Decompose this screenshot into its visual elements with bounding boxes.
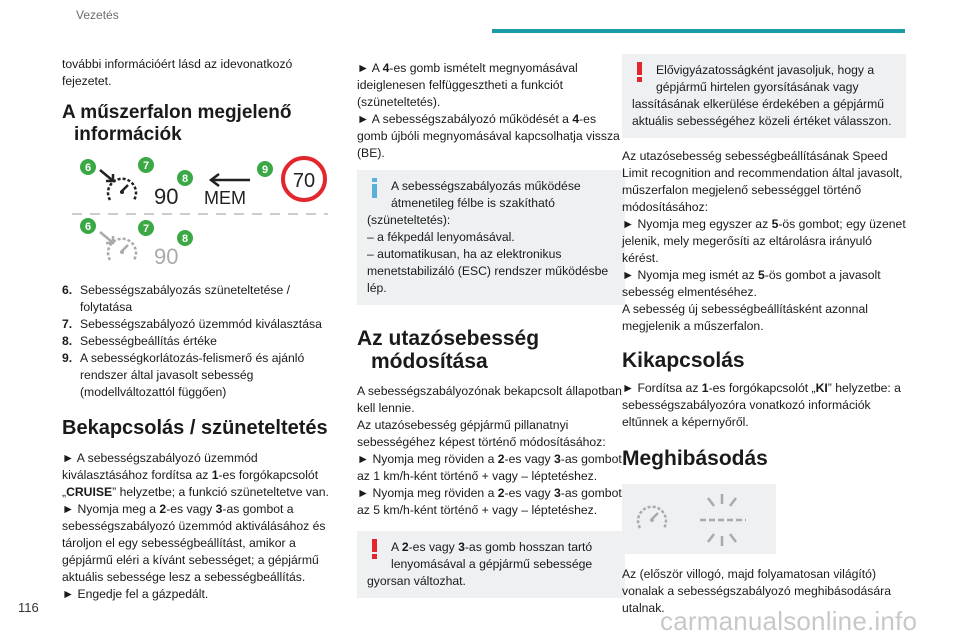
badge-8-top-label: 8	[181, 173, 189, 185]
paragraph-change-intro: Az utazósebesség gépjármű pillanatnyi sebességéhez képest történő módosításához:	[357, 418, 606, 449]
precaution-line-2: gépjármű hirtelen gyorsításának vagy	[656, 80, 859, 94]
warning-icon	[367, 539, 383, 559]
badge-7-top-label: 7	[142, 160, 150, 172]
paragraph-resume: ► A sebességszabályozó működését a 4-es gomb újbóli megnyomásával kapcsolhatja vissza (BE).	[357, 112, 620, 160]
column-3	[622, 54, 906, 617]
column-1	[62, 56, 330, 603]
header-section-title: Vezetés	[76, 8, 119, 22]
paragraph-activation-2: ► Nyomja meg a 2-es vagy 3-as gombot a sebességszabályozó üzemmód aktiválásához és tároljon el egy sebességbeállítást, amikor a gépjármű eléri a kívánt sebességet; a gépjármű aktuális sebessége lesz a sebességbeállítás.	[62, 502, 326, 584]
list-item	[62, 282, 330, 316]
speed-setting-top: 90	[154, 184, 179, 209]
warning-note-line-1: A 2-es vagy 3-as gomb hosszan tartó	[391, 540, 593, 554]
heading-deactivation: Kikapcsolás	[622, 349, 745, 372]
paragraph-activation-1: ► A sebességszabályozó üzemmód kiválasztásához fordítsa az 1-es forgókapcsolót „CRUISE” helyzetbe; a funkció szüneteltetve van.	[62, 451, 329, 499]
list-item-text: Sebességszabályozó üzemmód kiválasztása	[80, 317, 322, 331]
precaution-body: lassításának elkerülése érdekében a gépjármű aktuális sebességéhez közeli értéket válasszon.	[632, 97, 892, 128]
speed-limit-value: 70	[292, 170, 316, 192]
paragraph-press-once: ► Nyomja meg egyszer az 5-ös gombot; egy üzenet jelenik, mely megerősíti az eltárolásra irányuló kérést.	[622, 217, 906, 265]
info-note-line-2: átmenetileg félbe is szakítható	[391, 196, 555, 210]
list-item	[62, 333, 330, 350]
warning-note-body: gyorsan változhat.	[367, 574, 466, 588]
heading-dashboard-info	[62, 102, 330, 146]
heading-speed-change	[357, 327, 625, 373]
list-item	[62, 316, 330, 333]
precaution-line-1: Elővigyázatosságként javasoljuk, hogy a	[656, 63, 875, 77]
badge-9-label: 9	[261, 164, 269, 176]
pause-arrow-icon	[100, 170, 113, 181]
intro-text: további információért lásd az idevonatkozó fejezetet.	[62, 57, 293, 88]
heading-line-1: A műszerfalon megjelenő	[62, 102, 292, 123]
info-icon	[367, 178, 383, 198]
info-note-body: (szüneteltetés): – a fékpedál lenyomásával. – automatikusan, ha az elektronikus menetstabilizáló (ESC) rendszer működésbe lép.	[367, 213, 609, 295]
paragraph-step-5kmh: ► Nyomja meg röviden a 2-es vagy 3-as gombot az 5 km/h-ként történő + vagy – léptetéshez.	[357, 486, 622, 517]
heading-line-2: információk	[74, 124, 182, 145]
badge-8-bottom-label: 8	[181, 233, 189, 245]
list-item-number: 9.	[62, 351, 73, 365]
badge-6-top-label: 6	[84, 162, 92, 174]
list-item-text: A sebességkorlátozás-felismerő és ajánló rendszer által javasolt sebesség (modellváltozattól függően)	[80, 351, 305, 399]
list-item-number: 7.	[62, 317, 73, 331]
paragraph-activation-3: ► Engedje fel a gázpedált.	[62, 587, 209, 601]
paragraph-pause: ► A 4-es gomb ismételt megnyomásával ideiglenesen felfüggesztheti a funkciót (szüneteltetés).	[357, 61, 578, 109]
list-item-text: Sebességbeállítás értéke	[80, 334, 217, 348]
info-note-line-1: A sebességszabályozás működése	[391, 179, 581, 193]
malfunction-illustration	[622, 484, 776, 554]
watermark: carmanualsonline.info	[660, 606, 918, 636]
arrow-left-icon	[211, 174, 250, 186]
list-item	[62, 350, 330, 401]
list-item-number: 8.	[62, 334, 73, 348]
header-accent-bar	[492, 29, 905, 33]
dashboard-diagram	[62, 156, 330, 266]
list-item-text: Sebességszabályozás szüneteltetése / folytatása	[80, 283, 291, 314]
speed-setting-bottom: 90	[154, 244, 179, 266]
page-number: 116	[18, 600, 39, 615]
malfunction-icon	[622, 484, 776, 554]
heading-line-1: Az utazósebesség	[357, 327, 540, 350]
warning-icon	[632, 62, 648, 82]
column-2	[357, 60, 625, 598]
paragraph-requirement: A sebességszabályozónak bekapcsolt állapotban kell lennie.	[357, 384, 622, 415]
badge-6-bottom-label: 6	[84, 221, 92, 233]
list-item-number: 6.	[62, 283, 73, 297]
paragraph-new-setting: A sebesség új sebességbeállításként azonnal megjelenik a műszerfalon.	[622, 302, 868, 333]
warning-note	[357, 531, 625, 598]
paragraph-step-1kmh: ► Nyomja meg röviden a 2-es vagy 3-as gombot az 1 km/h-ként történő + vagy – léptetéshez.	[357, 452, 622, 483]
heading-activation: Bekapcsolás / szüneteltetés	[62, 417, 328, 439]
paragraph-deactivation: ► Fordítsa az 1-es forgókapcsolót „KI” helyzetbe: a sebességszabályozóra vonatkozó információk eltűnnek a képernyőről.	[622, 381, 901, 429]
paragraph-press-again: ► Nyomja meg ismét az 5-ös gombot a javasolt sebesség elmentéséhez.	[622, 268, 881, 299]
warning-note-precaution	[622, 54, 906, 138]
pause-arrow-icon-grey	[100, 232, 113, 243]
paragraph-speed-limit-recognition: Az utazósebesség sebességbeállításának Speed Limit recognition and recommendation által javasolt, műszerfalon megjelenő sebességgel történő módosításához:	[622, 149, 903, 214]
heading-line-2: módosítása	[371, 350, 488, 373]
dashboard-diagram-svg	[62, 156, 330, 266]
info-note	[357, 170, 625, 305]
badge-7-bottom-label: 7	[142, 223, 150, 235]
warning-note-line-2: lenyomásával a gépjármű sebessége	[391, 557, 593, 571]
legend-list	[62, 282, 330, 401]
paragraph-malfunction: Az (először villogó, majd folyamatosan világító) vonalak a sebességszabályozó meghibásodására utalnak.	[622, 567, 891, 615]
mem-label: MEM	[204, 188, 246, 208]
heading-malfunction: Meghibásodás	[622, 447, 768, 470]
